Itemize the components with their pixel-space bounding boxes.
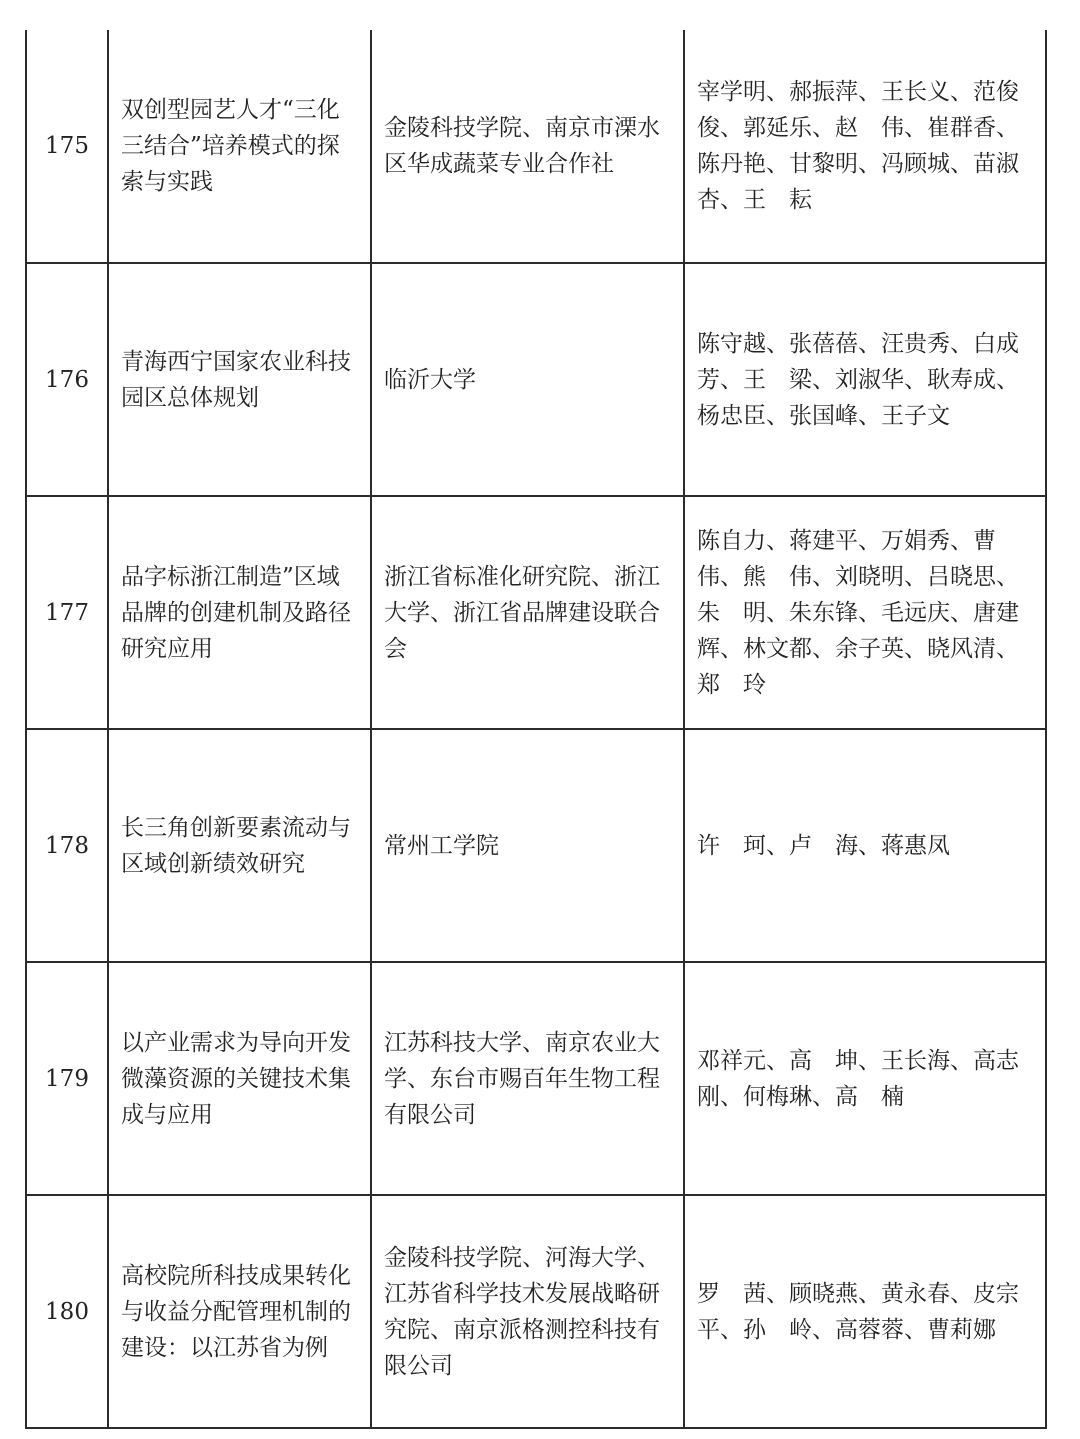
row-number: 178 <box>26 729 108 962</box>
completing-people: 宰学明、郝振萍、王长义、范俊俊、郭延乐、赵 伟、崔群香、陈丹艳、甘黎明、冯顾城、苗淑杏、王 耘 <box>684 30 1046 263</box>
row-number: 180 <box>26 1195 108 1428</box>
project-title: 品字标浙江制造”区域品牌的创建机制及路径研究应用 <box>108 496 371 729</box>
table-row <box>26 496 1046 729</box>
row-number: 176 <box>26 263 108 496</box>
project-title: 长三角创新要素流动与区域创新绩效研究 <box>108 729 371 962</box>
row-number: 177 <box>26 496 108 729</box>
table-row <box>26 263 1046 496</box>
completing-people: 邓祥元、高 坤、王长海、高志刚、何梅琳、高 楠 <box>684 962 1046 1195</box>
row-number: 179 <box>26 962 108 1195</box>
completing-people: 许 珂、卢 海、蒋惠凤 <box>684 729 1046 962</box>
completing-units: 金陵科技学院、南京市溧水区华成蔬菜专业合作社 <box>371 30 684 263</box>
award-table <box>25 30 1047 1429</box>
completing-people: 陈守越、张蓓蓓、汪贵秀、白成芳、王 梁、刘淑华、耿寿成、杨忠臣、张国峰、王子文 <box>684 263 1046 496</box>
table-row <box>26 729 1046 962</box>
row-number: 175 <box>26 30 108 263</box>
completing-units: 金陵科技学院、河海大学、江苏省科学技术发展战略研究院、南京派格测控科技有限公司 <box>371 1195 684 1428</box>
project-title: 高校院所科技成果转化与收益分配管理机制的建设：以江苏省为例 <box>108 1195 371 1428</box>
table-row <box>26 1195 1046 1428</box>
completing-units: 常州工学院 <box>371 729 684 962</box>
project-title: 青海西宁国家农业科技园区总体规划 <box>108 263 371 496</box>
completing-people: 罗 茜、顾晓燕、黄永春、皮宗平、孙 岭、高蓉蓉、曹莉娜 <box>684 1195 1046 1428</box>
project-title: 以产业需求为导向开发微藻资源的关键技术集成与应用 <box>108 962 371 1195</box>
completing-units: 临沂大学 <box>371 263 684 496</box>
completing-units: 江苏科技大学、南京农业大学、东台市赐百年生物工程有限公司 <box>371 962 684 1195</box>
table-row <box>26 962 1046 1195</box>
project-title: 双创型园艺人才“三化三结合”培养模式的探索与实践 <box>108 30 371 263</box>
table-row <box>26 30 1046 263</box>
completing-units: 浙江省标准化研究院、浙江大学、浙江省品牌建设联合会 <box>371 496 684 729</box>
completing-people: 陈自力、蒋建平、万娟秀、曹伟、熊 伟、刘晓明、吕晓思、朱 明、朱东锋、毛远庆、唐建辉、林文都、余子英、晓风清、郑 玲 <box>684 496 1046 729</box>
